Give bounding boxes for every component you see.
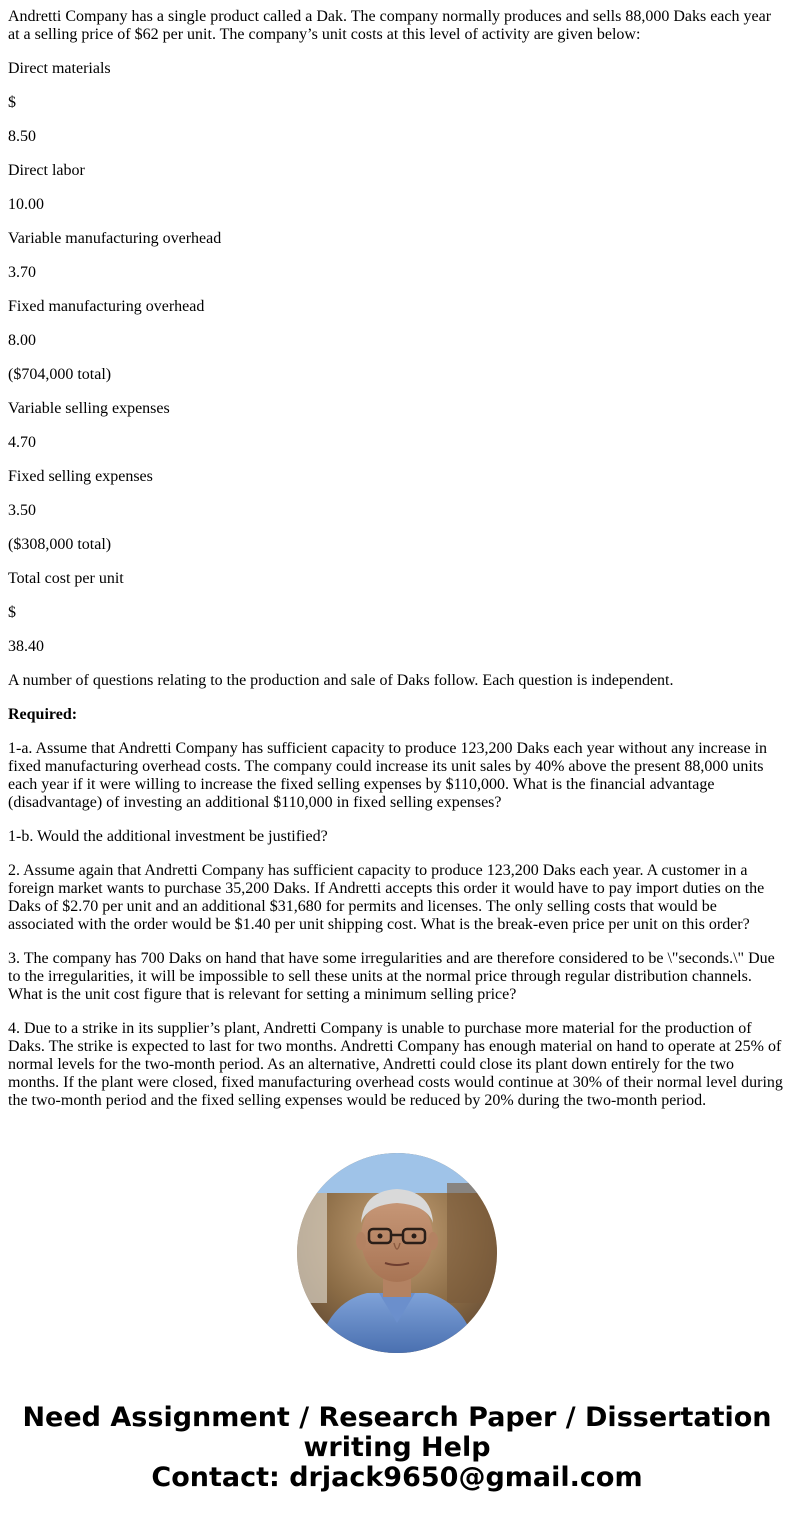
cost-value-fixed-mfg-overhead: 8.00 [8,332,36,349]
promo-banner [0,1403,794,1493]
question-4: 4. Due to a strike in its supplier’s plant, Andretti Company is unable to purchase more material for the production of Daks. The strike is expected to last for two months. Andretti Company has enough material on hand to operate at 25% of normal levels for the two-month period. As an alternative, Andretti could close its plant down entirely for the two months. If the plant were closed, fixed manufacturing overhead costs would continue at 30% of their normal level during the two-month period and the fixed selling expenses would be reduced by 20% during the two-month period. [8,1020,783,1109]
currency-symbol: $ [8,604,16,621]
cost-label-variable-mfg-overhead: Variable manufacturing overhead [8,230,222,247]
question-1b: 1-b. Would the additional investment be justified? [8,828,328,845]
required-heading: Required: [8,706,78,723]
cost-label-direct-materials: Direct materials [8,60,111,77]
cost-value-total-per-unit: 38.40 [8,638,44,655]
cost-label-direct-labor: Direct labor [8,162,85,179]
avatar-portrait-image [297,1153,497,1353]
cost-label-fixed-mfg-overhead: Fixed manufacturing overhead [8,298,205,315]
cost-value-direct-materials: 8.50 [8,128,36,145]
cost-table [8,60,786,656]
avatar [297,1153,497,1353]
cost-value-variable-selling: 4.70 [8,434,36,451]
promo-line-2: writing Help [303,1432,491,1463]
cost-value-fixed-selling: 3.50 [8,502,36,519]
question-2: 2. Assume again that Andretti Company has sufficient capacity to produce 123,200 Daks each year. A customer in a foreign market wants to purchase 35,200 Daks. If Andretti accepts this order it would have to pay import duties on the Daks of $2.70 per unit and an additional $31,680 for permits and licenses. The only selling costs that would be associated with the order would be $1.40 per unit shipping cost. What is the break-even price per unit on this order? [8,862,765,933]
question-3: 3. The company has 700 Daks on hand that have some irregularities and are therefore considered to be \"seconds.\" Due to the irregularities, it will be impossible to sell these units at the normal price through regular distribution channels. What is the unit cost figure that is relevant for setting a minimum selling price? [8,950,775,1003]
cost-label-fixed-selling: Fixed selling expenses [8,468,153,485]
problem-document [8,8,786,1126]
question-1a: 1-a. Assume that Andretti Company has sufficient capacity to produce 123,200 Daks each year without any increase in fixed manufacturing overhead costs. The company could increase its unit sales by 40% above the present 88,000 units each year if it were willing to increase the fixed selling expenses by $110,000. What is the financial advantage (disadvantage) of investing an additional $110,000 in fixed selling expenses? [8,740,768,811]
promo-contact-line: Contact: drjack9650@gmail.com [151,1462,643,1493]
cost-value-direct-labor: 10.00 [8,196,44,213]
cost-value-variable-mfg-overhead: 3.70 [8,264,36,281]
cost-label-total-per-unit: Total cost per unit [8,570,124,587]
cost-label-variable-selling: Variable selling expenses [8,400,170,417]
intro-paragraph: Andretti Company has a single product called a Dak. The company normally produces and sells 88,000 Daks each year at a selling price of $62 per unit. The company’s unit costs at this level of activity are given below: [8,8,772,43]
note-paragraph: A number of questions relating to the production and sale of Daks follow. Each question is independent. [8,672,674,689]
currency-symbol: $ [8,94,16,111]
cost-total-fixed-selling: ($308,000 total) [8,536,112,553]
cost-total-fixed-mfg-overhead: ($704,000 total) [8,366,112,383]
promo-line-1: Need Assignment / Research Paper / Dissertation [22,1402,772,1433]
